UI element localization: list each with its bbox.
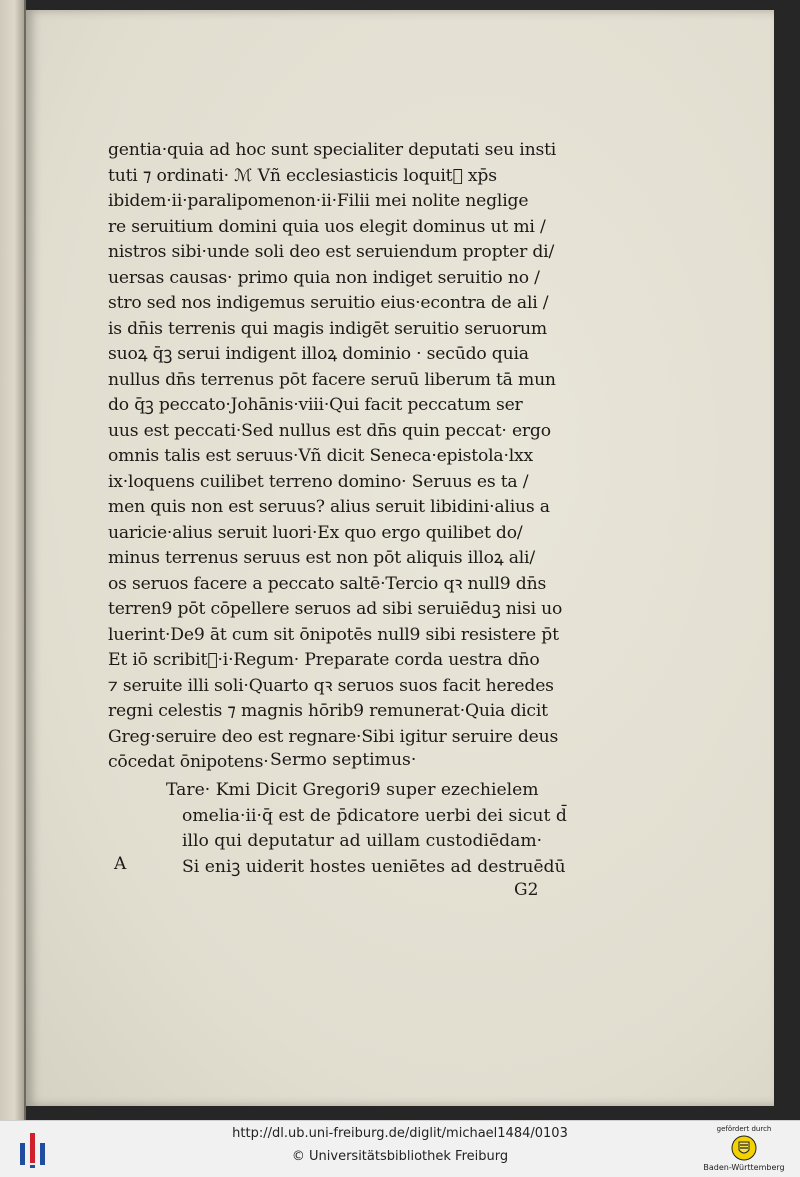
- body-text: [108, 138, 568, 776]
- text-line: uaricie·alius seruit luori·Ex quo ergo quilibet do/: [108, 522, 523, 543]
- sermon-line: Si eniꝫ uiderit hostes ueniētes ad destruēdū: [182, 856, 566, 877]
- text-line: os seruos facere a peccato saltē·Tercio qꝛ null9 dn̄s: [108, 573, 547, 594]
- text-line: uus est peccati·Sed nullus est dn̄s quin peccat· ergo: [108, 420, 551, 441]
- marginal-letter: A: [114, 854, 127, 874]
- text-line: tuti ⁊ ordinati· ℳ Vñ ecclesiasticis loquit᷑ xp̄s: [108, 165, 497, 186]
- sermon-text: [166, 778, 586, 880]
- text-line: is dn̄is terrenis qui magis indigēt seruitio seruorum: [108, 318, 547, 339]
- text-line: uersas causas· primo quia non indiget seruitio no /: [108, 267, 540, 288]
- text-line: men quis non est seruus? alius seruit libidini·alius a: [108, 497, 550, 517]
- text-line: re seruitium domini quia uos elegit dominus ut mi /: [108, 216, 546, 237]
- sponsor-name: Baden-Württemberg: [703, 1163, 785, 1172]
- text-line: gentia·quia ad hoc sunt specialiter deputati seu insti: [108, 140, 557, 160]
- facing-page-edge: [0, 0, 26, 1120]
- sermon-line: omelia·ii·q̄ est de p̄dicatore uerbi dei sicut d̄: [182, 805, 567, 826]
- text-line: Greg·seruire deo est regnare·Sibi igitur seruire deus: [108, 726, 559, 747]
- text-line: ibidem·ii·paralipomenon·ii·Filii mei nolite neglige: [108, 191, 529, 211]
- text-line: minus terrenus seruus est non pōt aliquis illoꝝ ali/: [108, 548, 535, 568]
- footer-bar: [0, 1120, 800, 1177]
- sermon-heading: Sermo septimus·: [270, 750, 417, 770]
- sponsor-block: [690, 1123, 798, 1175]
- text-line: do q̄ꝫ peccato·Johānis·viii·Qui facit peccatum ser: [108, 395, 523, 415]
- text-line: cōcedat ōnipotens·: [108, 752, 269, 772]
- copyright-text: © Universitätsbibliothek Freiburg: [291, 1149, 509, 1164]
- sermon-line: Tare· Kmi Dicit Gregori9 super ezechielem: [166, 780, 539, 800]
- catchword: G2: [514, 880, 539, 900]
- text-line: Et iō scribit᷑·i·Regum· Preparate corda uestra dn̄o: [108, 650, 540, 670]
- text-line: luerint·De9 āt cum sit ōnipotēs null9 sibi resistere p̄t: [108, 624, 559, 645]
- permalink-url[interactable]: http://dl.ub.uni-freiburg.de/diglit/michael1484/0103: [232, 1126, 568, 1141]
- text-line: stro sed nos indigemus seruitio eius·econtra de ali /: [108, 293, 549, 313]
- text-line: omnis talis est seruus·Vñ dicit Seneca·epistola·lxx: [108, 446, 534, 466]
- sermon-line: illo qui deputatur ad uillam custodiēdam·: [182, 831, 543, 851]
- sponsor-label: gefördert durch: [716, 1125, 772, 1133]
- text-line: suoꝝ q̄ꝫ serui indigent illoꝝ dominio · secūdo quia: [108, 344, 529, 364]
- text-line: nistros sibi·unde soli deo est seruiendum propter di/: [108, 242, 555, 262]
- coat-of-arms-icon: [731, 1135, 757, 1161]
- text-line: ⁊ seruite illi soli·Quarto qꝛ seruos suos facit heredes: [108, 675, 554, 696]
- text-line: nullus dn̄s terrenus pōt facere seruū liberum tā mun: [108, 369, 556, 390]
- text-line: ix·loquens cuilibet terreno domino· Seruus es ta /: [108, 471, 529, 492]
- scanned-page: [26, 10, 774, 1106]
- text-line: regni celestis ⁊ magnis hōrib9 remunerat·Quia dicit: [108, 701, 548, 721]
- text-line: terren9 pōt cōpellere seruos ad sibi seruiēduꝫ nisi uo: [108, 599, 563, 619]
